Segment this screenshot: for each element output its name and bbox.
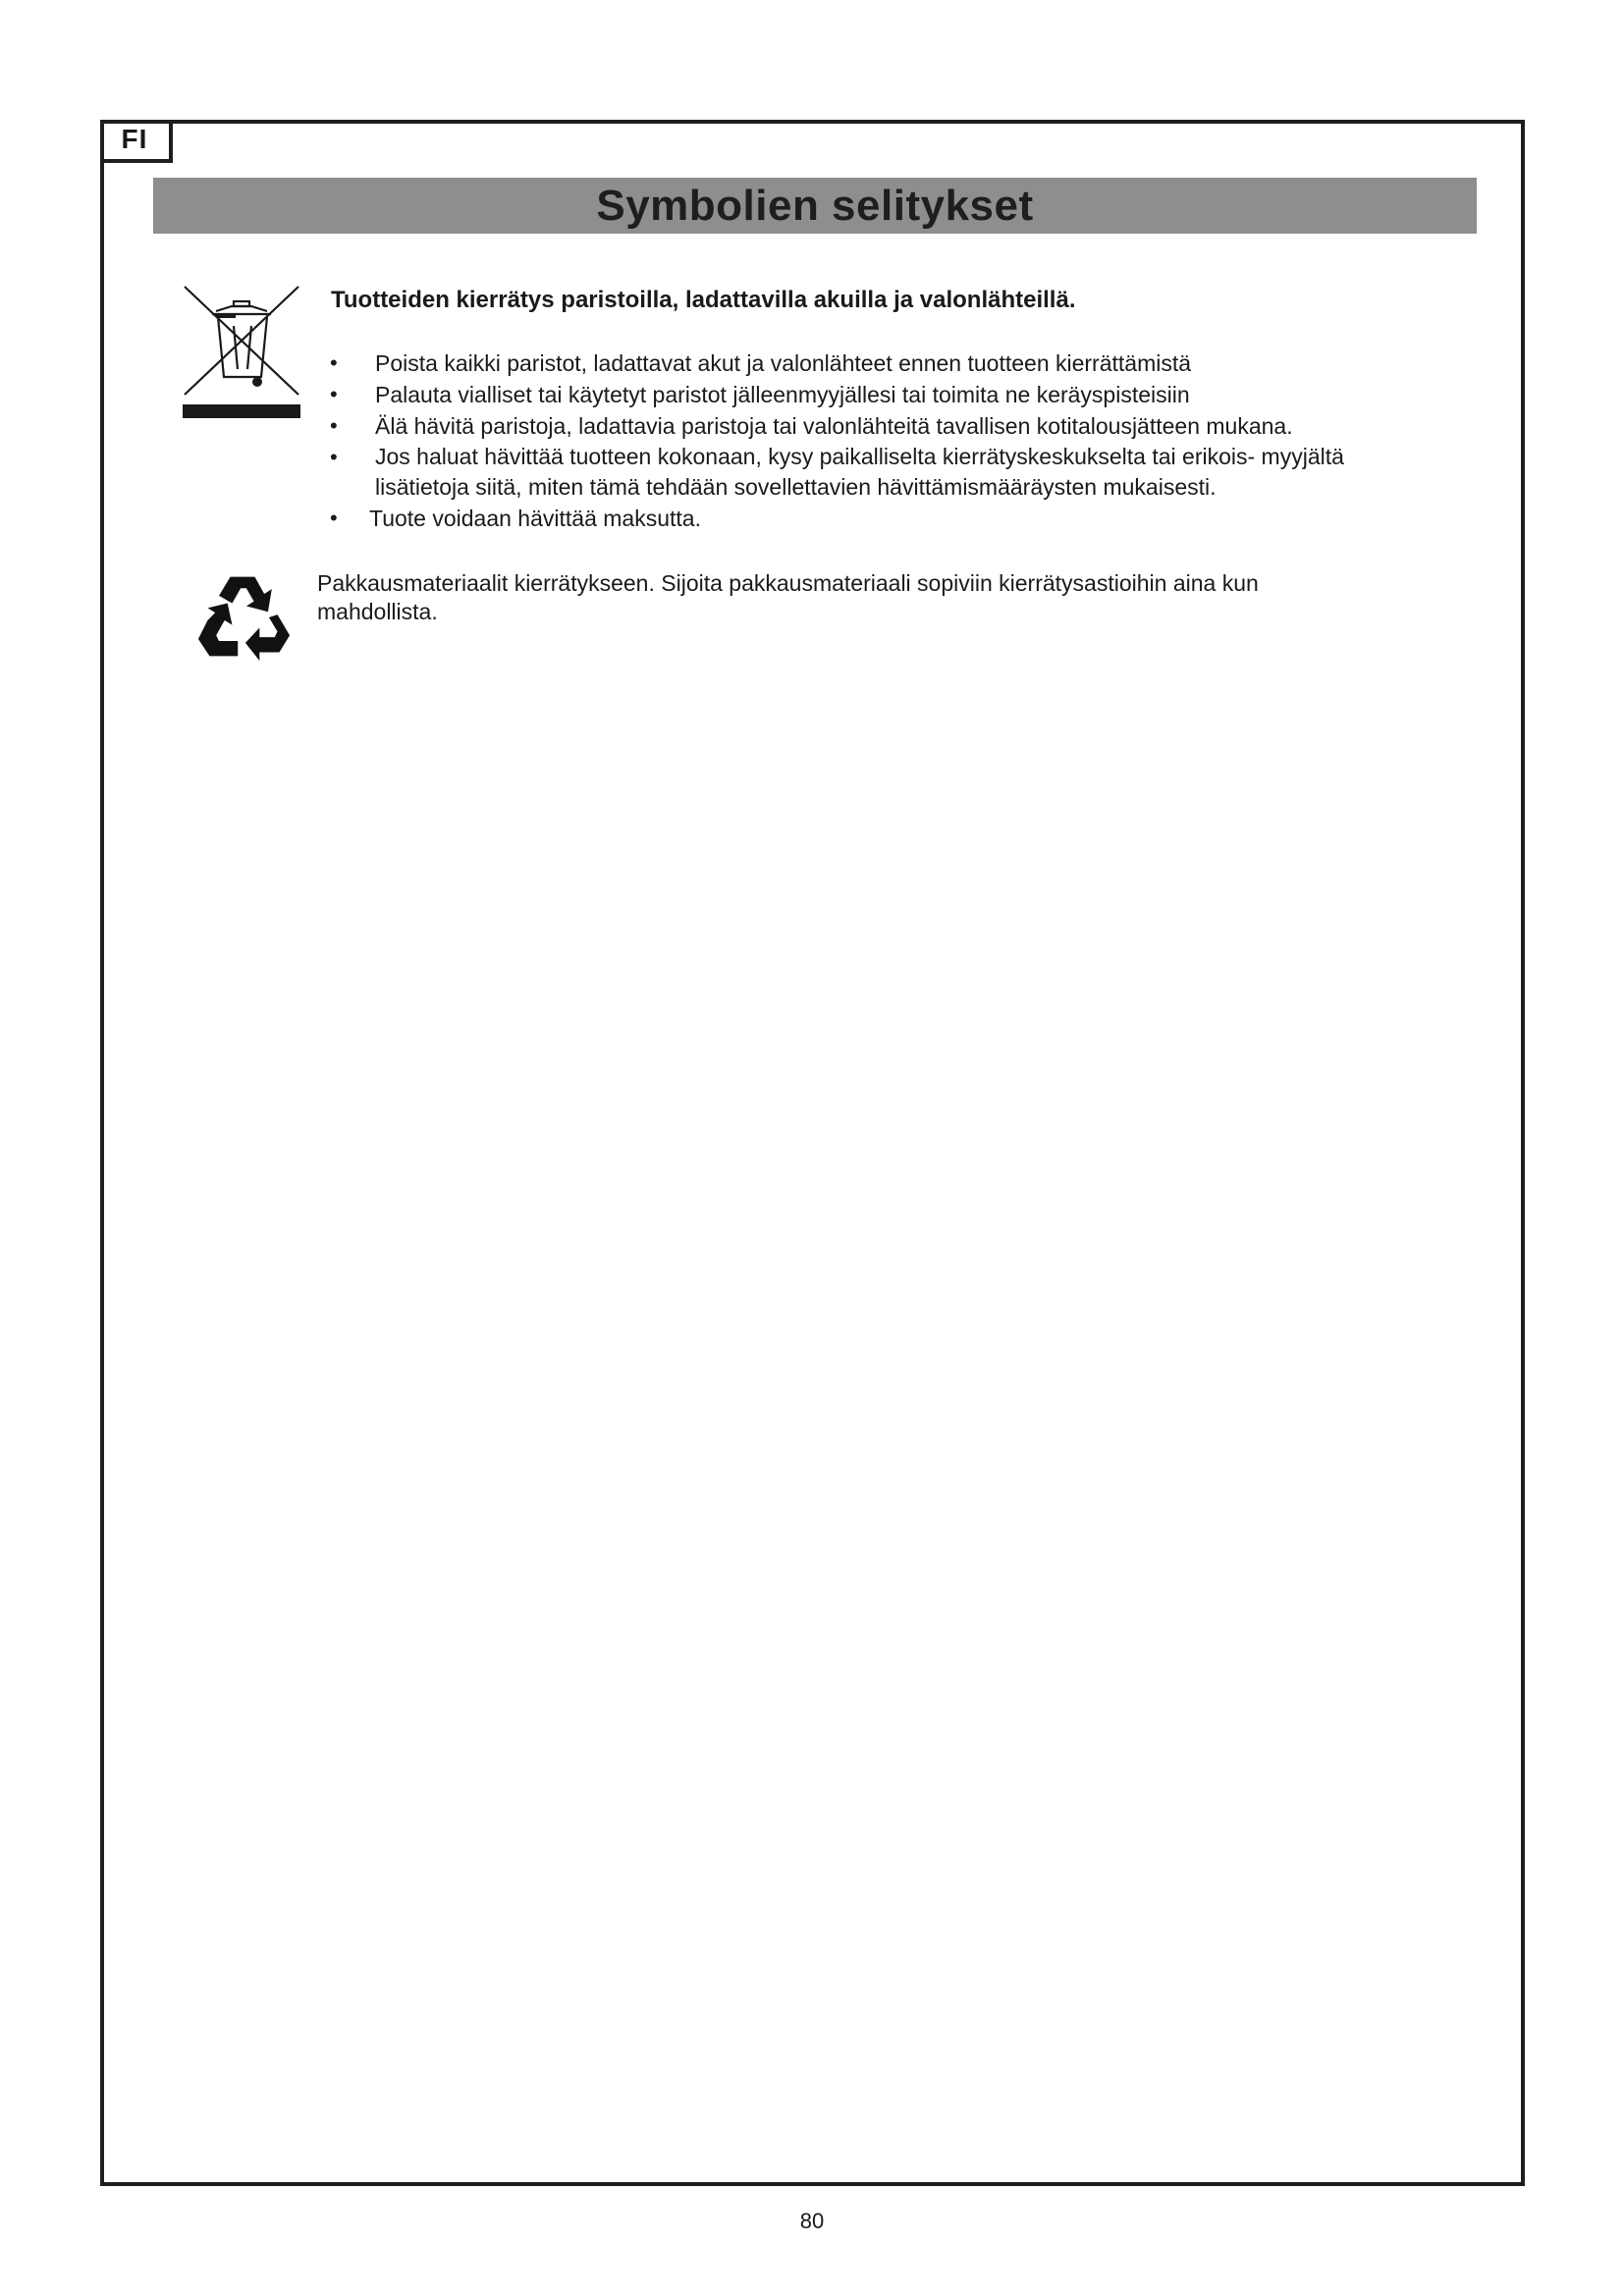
list-item: • Poista kaikki paristot, ladattavat akut ja valonlähteet ennen tuotteen kierrättämistä: [330, 350, 1192, 376]
crossed-out-wheelie-bin-icon: [183, 285, 300, 422]
title-bar: [153, 178, 1477, 234]
page-title: Symbolien selitykset: [596, 181, 1034, 230]
list-item: • Palauta vialliset tai käytetyt paristot jälleenmyyjällesi tai toimita ne keräyspisteisiin: [330, 382, 1190, 407]
language-tab: [100, 120, 173, 163]
list-item: • Tuote voidaan hävittää maksutta.: [330, 506, 701, 531]
language-code: FI: [121, 124, 148, 154]
battery-recycling-list: [330, 347, 1435, 534]
page-number: 80: [799, 2209, 825, 2233]
packaging-recycling-text: Pakkausmateriaalit kierrätykseen. Sijoita pakkausmateriaali sopiviin kierrätysastioihin aina kun mahdollista.: [317, 570, 1259, 624]
list-item: • Jos haluat hävittää tuotteen kokonaan, kysy paikalliselta kierrätyskeskukselta tai erikois- myyjältä lisätietoja siitä, miten tämä tehdään sovellettavien hävittämismääräysten mukaisesti.: [330, 444, 1344, 500]
battery-recycling-heading: Tuotteiden kierrätys paristoilla, ladattavilla akuilla ja valonlähteillä.: [331, 287, 1076, 313]
list-item: • Älä hävitä paristoja, ladattavia paristoja tai valonlähteitä tavallisen kotitalousjätteen mukana.: [330, 413, 1293, 439]
recycling-symbol-icon: [196, 569, 291, 664]
